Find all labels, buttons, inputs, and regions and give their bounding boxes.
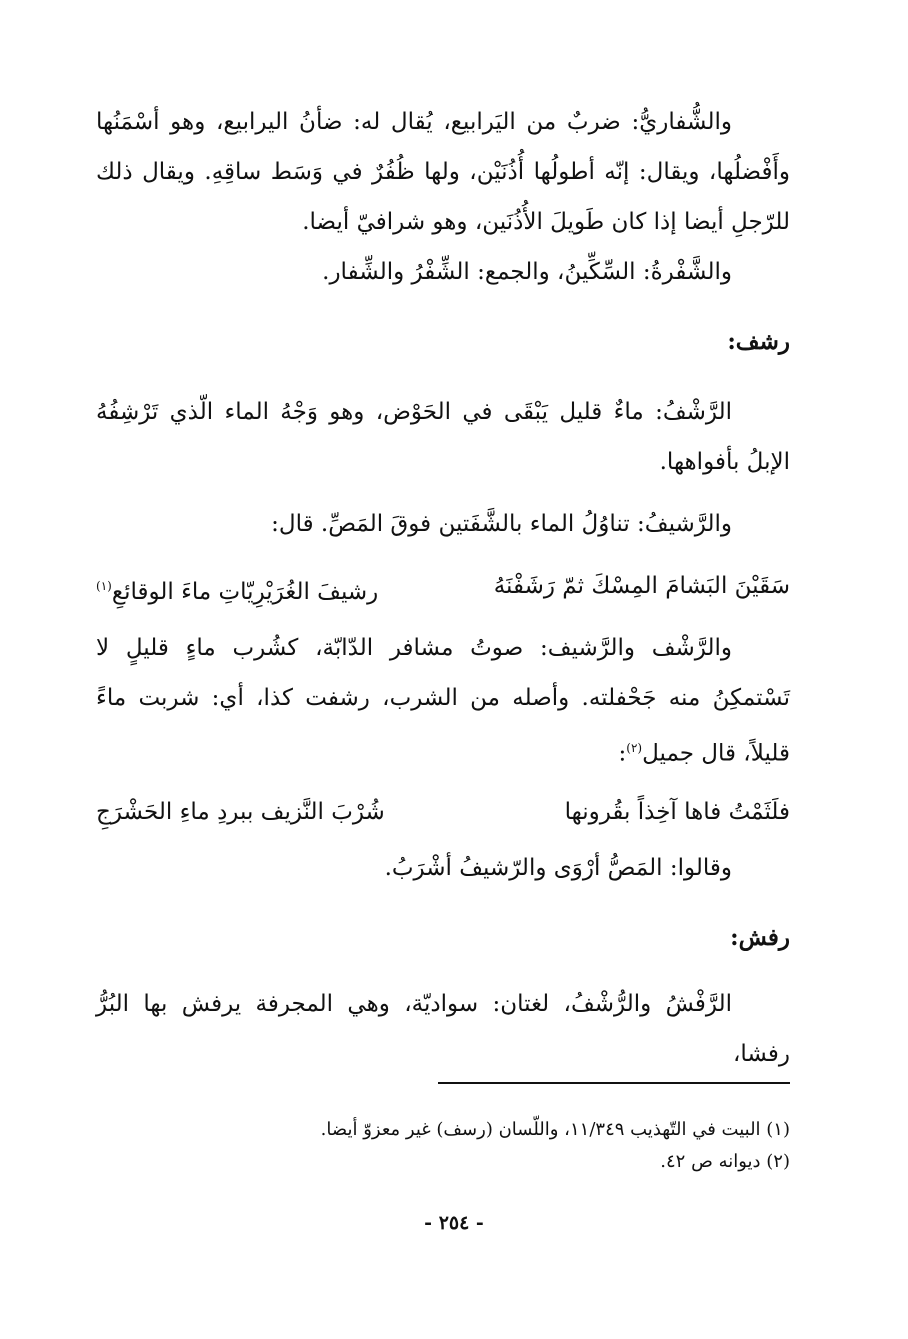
entry-heading-rafsh: رفش: bbox=[730, 923, 790, 951]
paragraph-shafra: والشَّفْرةُ: السِّكِّينُ، والجمع: الشِّفْرُ والشِّفار. bbox=[322, 259, 732, 285]
verse-2-first-hemistich: فلَثَمْتُ فاها آخِذاً بقُرونها bbox=[564, 798, 790, 825]
paragraph-rashf: الرَّشْفُ: ماءٌ قليل يَبْقَى في الحَوْض، وهو وَجْهُ الماء الّذي تَرْشِفُهُ الإبلُ بأفواهها. bbox=[96, 399, 790, 475]
verse-1-first-hemistich: سَقَيْنَ البَشامَ المِسْكَ ثمّ رَشَفْنَهُ bbox=[493, 573, 790, 599]
paragraph-colon: : bbox=[618, 740, 627, 767]
paragraph-rashif: والرَّشيفُ: تناوُلُ الماء بالشَّفَتين فوقَ المَصِّ. قال: bbox=[271, 511, 732, 537]
footnote-marker-2: (٢) bbox=[626, 741, 643, 755]
footnote-divider bbox=[438, 1082, 790, 1084]
footnote-marker-1: (١) bbox=[96, 579, 112, 593]
paragraph-qalu: وقالوا: المَصُّ أرْوَى والرّشيفُ أشْرَبُ. bbox=[384, 854, 732, 881]
footnote-1: (١) البيت في التّهذيب ١١/٣٤٩، واللّسان (رسف) غير معزوّ أيضا. bbox=[320, 1119, 790, 1140]
footnote-2: (٢) ديوانه ص ٤٢. bbox=[660, 1151, 790, 1172]
verse-2-second-hemistich: شُرْبَ النَّزيف ببردِ ماءِ الحَشْرَجِ bbox=[96, 798, 385, 825]
verse-1-second-hemistich bbox=[96, 561, 378, 611]
verse-2 bbox=[96, 787, 790, 837]
paragraph-rafsh: الرَّفْشُ والرُّشْفُ، لغتان: سواديّة، وهي المجرفة يرفش بها البُرُّ رفشا، bbox=[96, 990, 790, 1067]
paragraph-shufari: والشُّفاريُّ: ضربٌ من اليَرابيع، يُقال له: ضأنُ اليرابيع، وهو أسْمَنُها وأَفْضلُها، ويقال: إنّه أطولُها أُذُنَيْن، ولها ظُفُرٌ في وَسَط ساقِهِ. ويقال ذلك للرّجلِ أيضا إذا كان طَويلَ الأُذُنَين، وهو شرافيّ أيضا. bbox=[96, 109, 790, 235]
verse-1-second-text: رشيفَ الغُرَيْرِيّاتِ ماءَ الوقائعِ bbox=[111, 578, 379, 605]
footnotes bbox=[96, 1114, 790, 1178]
paragraph-rashf-sound-text: والرَّشْف والرَّشيف: صوتُ مشافر الدّابّة، كشُرب ماءٍ قليلٍ لا تَسْتمكِنُ منه جَحْفلته. وأصله من الشرب، رشفت كذا، أي: شربت ماءً قليلاً، قال جميل bbox=[96, 635, 790, 767]
page-number: - ٢٥٤ - bbox=[424, 1212, 484, 1234]
main-text bbox=[96, 97, 790, 1079]
paragraph-rashf-sound bbox=[96, 623, 790, 779]
entry-heading-rashf: رشف: bbox=[727, 328, 790, 355]
verse-1 bbox=[96, 561, 790, 611]
